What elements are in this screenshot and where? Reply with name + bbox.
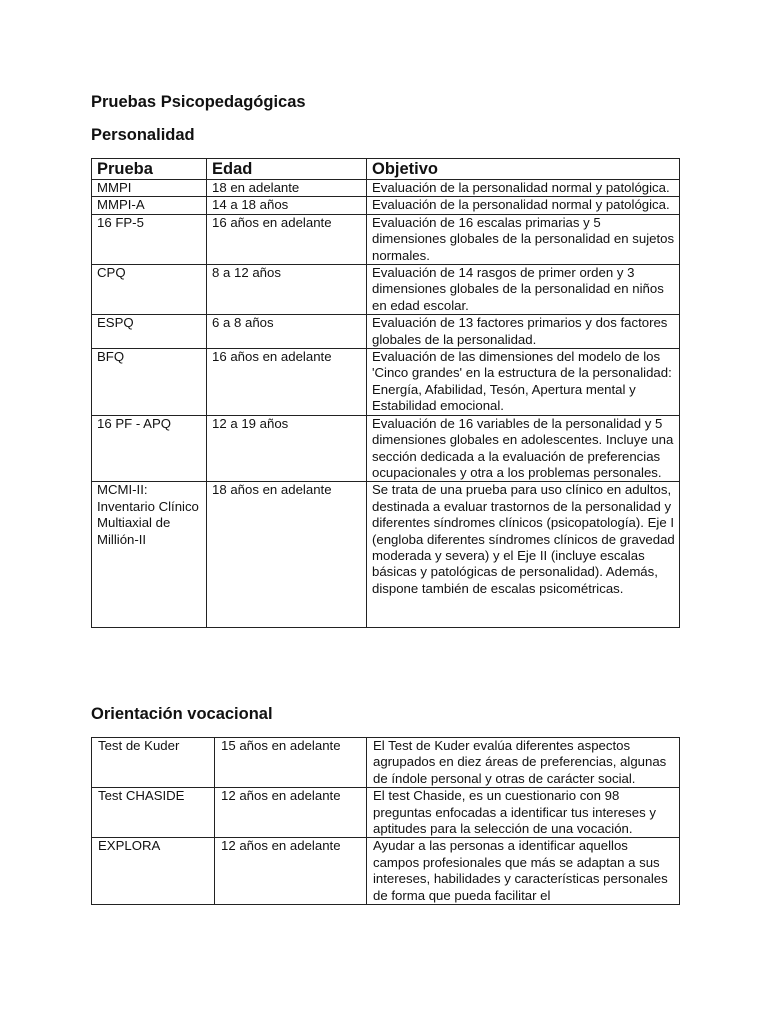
cell-prueba: Test CHASIDE [92, 788, 215, 838]
cell-edad: 18 en adelante [207, 180, 367, 197]
table-row [92, 788, 680, 838]
cell-objetivo: Evaluación de la personalidad normal y patológica. [367, 180, 680, 197]
table-row [92, 415, 680, 482]
table-row [92, 315, 680, 349]
cell-objetivo: Evaluación de las dimensiones del modelo de los 'Cinco grandes' en la estructura de la personalidad: Energía, Afabilidad, Tesón, Apertura mental y Estabilidad emocional. [367, 349, 680, 416]
table-row [92, 738, 680, 788]
cell-prueba: Test de Kuder [92, 738, 215, 788]
cell-prueba: BFQ [92, 349, 207, 416]
cell-prueba: 16 FP-5 [92, 214, 207, 264]
cell-objetivo: Evaluación de 14 rasgos de primer orden y 3 dimensiones globales de la personalidad en niños en edad escolar. [367, 265, 680, 315]
cell-prueba: MCMI-II: Inventario Clínico Multiaxial de Millión-II [92, 482, 207, 628]
table-row [92, 349, 680, 416]
cell-edad: 12 a 19 años [207, 415, 367, 482]
cell-edad: 15 años en adelante [215, 738, 367, 788]
cell-objetivo: Evaluación de la personalidad normal y patológica. [367, 197, 680, 214]
cell-prueba: MMPI [92, 180, 207, 197]
column-header-edad: Edad [207, 159, 367, 180]
table-row [92, 482, 680, 628]
cell-objetivo: Evaluación de 16 escalas primarias y 5 dimensiones globales de la personalidad en sujetos normales. [367, 214, 680, 264]
table-row [92, 180, 680, 197]
cell-prueba: MMPI-A [92, 197, 207, 214]
cell-objetivo: Ayudar a las personas a identificar aquellos campos profesionales que más se adaptan a sus intereses, habilidades y características personales de forma que pueda facilitar el [367, 838, 680, 905]
cell-prueba: CPQ [92, 265, 207, 315]
page-title: Pruebas Psicopedagógicas [91, 93, 306, 111]
personalidad-table [91, 158, 680, 628]
cell-edad: 18 años en adelante [207, 482, 367, 628]
table-row [92, 838, 680, 905]
column-header-prueba: Prueba [92, 159, 207, 180]
table-header-row [92, 159, 680, 180]
cell-edad: 12 años en adelante [215, 838, 367, 905]
cell-objetivo: El test Chaside, es un cuestionario con 98 preguntas enfocadas a identificar tus intereses y aptitudes para la selección de una vocación. [367, 788, 680, 838]
section-heading-orientacion-vocacional: Orientación vocacional [91, 705, 273, 723]
orientacion-vocacional-table [91, 737, 680, 905]
cell-edad: 8 a 12 años [207, 265, 367, 315]
cell-objetivo: Se trata de una prueba para uso clínico en adultos, destinada a evaluar trastornos de la personalidad y diferentes síndromes clínicos (psicopatología). Eje I (engloba diferentes síndromes clínicos de gravedad moderada y severa) y el Eje II (incluye escalas básicas y patológicas de personalidad). Además, dispone también de escalas psicométricas. [367, 482, 680, 628]
cell-edad: 6 a 8 años [207, 315, 367, 349]
section-heading-personalidad: Personalidad [91, 126, 195, 144]
table-row [92, 214, 680, 264]
cell-edad: 16 años en adelante [207, 214, 367, 264]
cell-prueba: ESPQ [92, 315, 207, 349]
table-row [92, 265, 680, 315]
cell-objetivo: El Test de Kuder evalúa diferentes aspectos agrupados en diez áreas de preferencias, algunas de índole personal y otras de carácter social. [367, 738, 680, 788]
cell-edad: 14 a 18 años [207, 197, 367, 214]
cell-edad: 16 años en adelante [207, 349, 367, 416]
cell-prueba: EXPLORA [92, 838, 215, 905]
cell-prueba: 16 PF - APQ [92, 415, 207, 482]
column-header-objetivo: Objetivo [367, 159, 680, 180]
cell-edad: 12 años en adelante [215, 788, 367, 838]
cell-objetivo: Evaluación de 16 variables de la personalidad y 5 dimensiones globales en adolescentes. Incluye una sección dedicada a la evaluación de preferencias ocupacionales y otra a los problemas personales. [367, 415, 680, 482]
table-row [92, 197, 680, 214]
cell-objetivo: Evaluación de 13 factores primarios y dos factores globales de la personalidad. [367, 315, 680, 349]
